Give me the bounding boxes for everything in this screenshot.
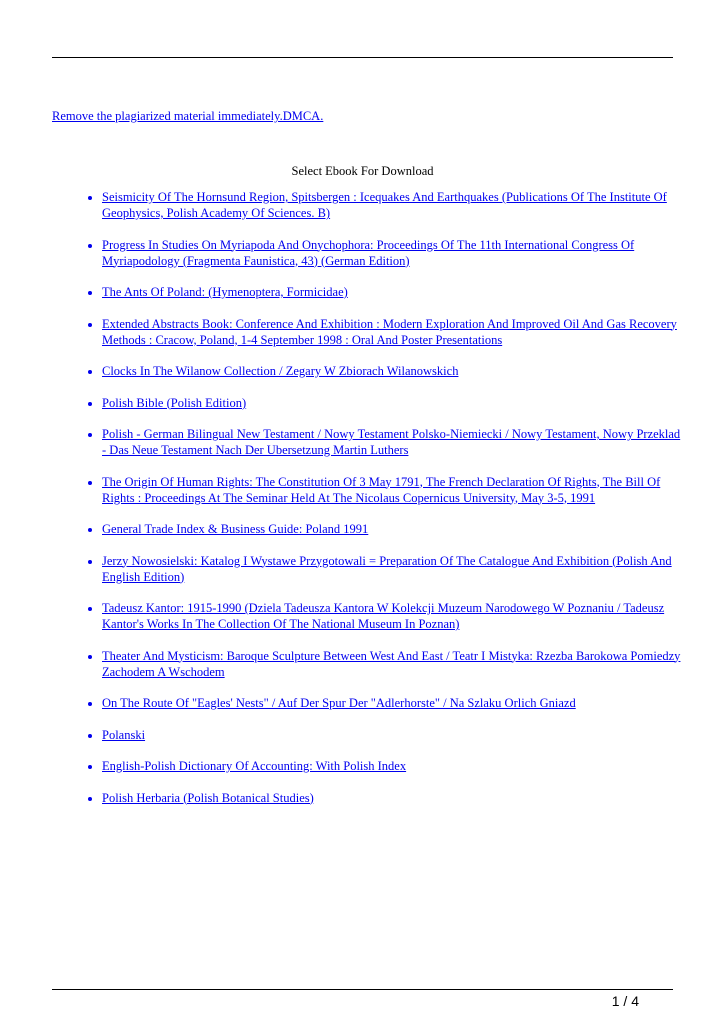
list-item: [102, 474, 682, 506]
ebook-link[interactable]: Clocks In The Wilanow Collection / Zegary W Zbiorach Wilanowskich: [102, 364, 459, 378]
list-item: [102, 316, 682, 348]
list-item: [102, 284, 682, 300]
list-item: [102, 727, 682, 743]
ebook-link[interactable]: Theater And Mysticism: Baroque Sculpture Between West And East / Teatr I Mistyka: Rzezba Barokowa Pomiedzy Zachodem A Wschodem: [102, 648, 681, 679]
ebook-link[interactable]: Seismicity Of The Hornsund Region, Spitsbergen : Icequakes And Earthquakes (Publications Of The Institute Of Geophysics, Polish Academy Of Sciences. B): [102, 190, 667, 220]
dmca-notice: [52, 108, 323, 124]
ebook-link[interactable]: Polish Herbaria (Polish Botanical Studies): [102, 790, 314, 805]
list-item: [102, 521, 682, 537]
bottom-divider: [52, 989, 673, 990]
ebook-link[interactable]: Jerzy Nowosielski: Katalog I Wystawe Przygotowali = Preparation Of The Catalogue And Exhibition (Polish And English Edition): [102, 553, 672, 584]
ebook-link[interactable]: English-Polish Dictionary Of Accounting: With Polish Index: [102, 759, 407, 773]
list-item: [102, 553, 682, 585]
ebook-link[interactable]: The Origin Of Human Rights: The Constitution Of 3 May 1791, The French Declaration Of Rights, The Bill Of Rights : Proceedings At The Seminar Held At The Nicolaus Copernicus University, May 3-5, 1991: [102, 474, 661, 505]
ebook-link[interactable]: General Trade Index & Business Guide: Poland 1991: [102, 522, 369, 536]
list-item: [102, 189, 682, 221]
ebook-link[interactable]: The Ants Of Poland: (Hymenoptera, Formicidae): [102, 285, 348, 299]
list-item: [102, 395, 682, 411]
list-item: [102, 790, 682, 806]
list-item: [102, 426, 682, 458]
ebook-link[interactable]: Polish - German Bilingual New Testament / Nowy Testament Polsko-Niemiecki / Nowy Testament, Nowy Przeklad - Das Neue Testament Nach Der Ubersetzung Martin Luthers: [102, 427, 681, 457]
ebook-list: [86, 189, 682, 821]
ebook-link[interactable]: Extended Abstracts Book: Conference And Exhibition : Modern Exploration And Improved Oil And Gas Recovery Methods : Cracow, Poland, 1-4 September 1998 : Oral And Poster Presentations: [102, 316, 677, 347]
list-item: [102, 695, 682, 711]
list-item: [102, 648, 682, 680]
page-number: 1 / 4: [611, 993, 639, 1009]
download-heading: Select Ebook For Download: [291, 164, 434, 178]
ebook-link[interactable]: Polish Bible (Polish Edition): [102, 395, 247, 410]
list-item: [102, 363, 682, 379]
list-item: [102, 237, 682, 269]
dmca-notice-link[interactable]: Remove the plagiarized material immediately.DMCA.: [52, 109, 324, 123]
ebook-link[interactable]: Progress In Studies On Myriapoda And Onychophora: Proceedings Of The 11th International Congress Of Myriapodology (Fragmenta Faunistica, 43) (German Edition): [102, 237, 635, 268]
list-item: [102, 758, 682, 774]
top-divider: [52, 57, 673, 58]
ebook-link[interactable]: On The Route Of "Eagles' Nests" / Auf Der Spur Der "Adlerhorste" / Na Szlaku Orlich Gniazd: [102, 696, 576, 710]
list-item: [102, 600, 682, 632]
ebook-link[interactable]: Tadeusz Kantor: 1915-1990 (Dziela Tadeusza Kantora W Kolekcji Muzeum Narodowego W Poznaniu / Tadeusz Kantor's Works In The Collection Of The National Museum In Poznan): [102, 601, 665, 631]
ebook-link[interactable]: Polanski: [102, 727, 146, 742]
